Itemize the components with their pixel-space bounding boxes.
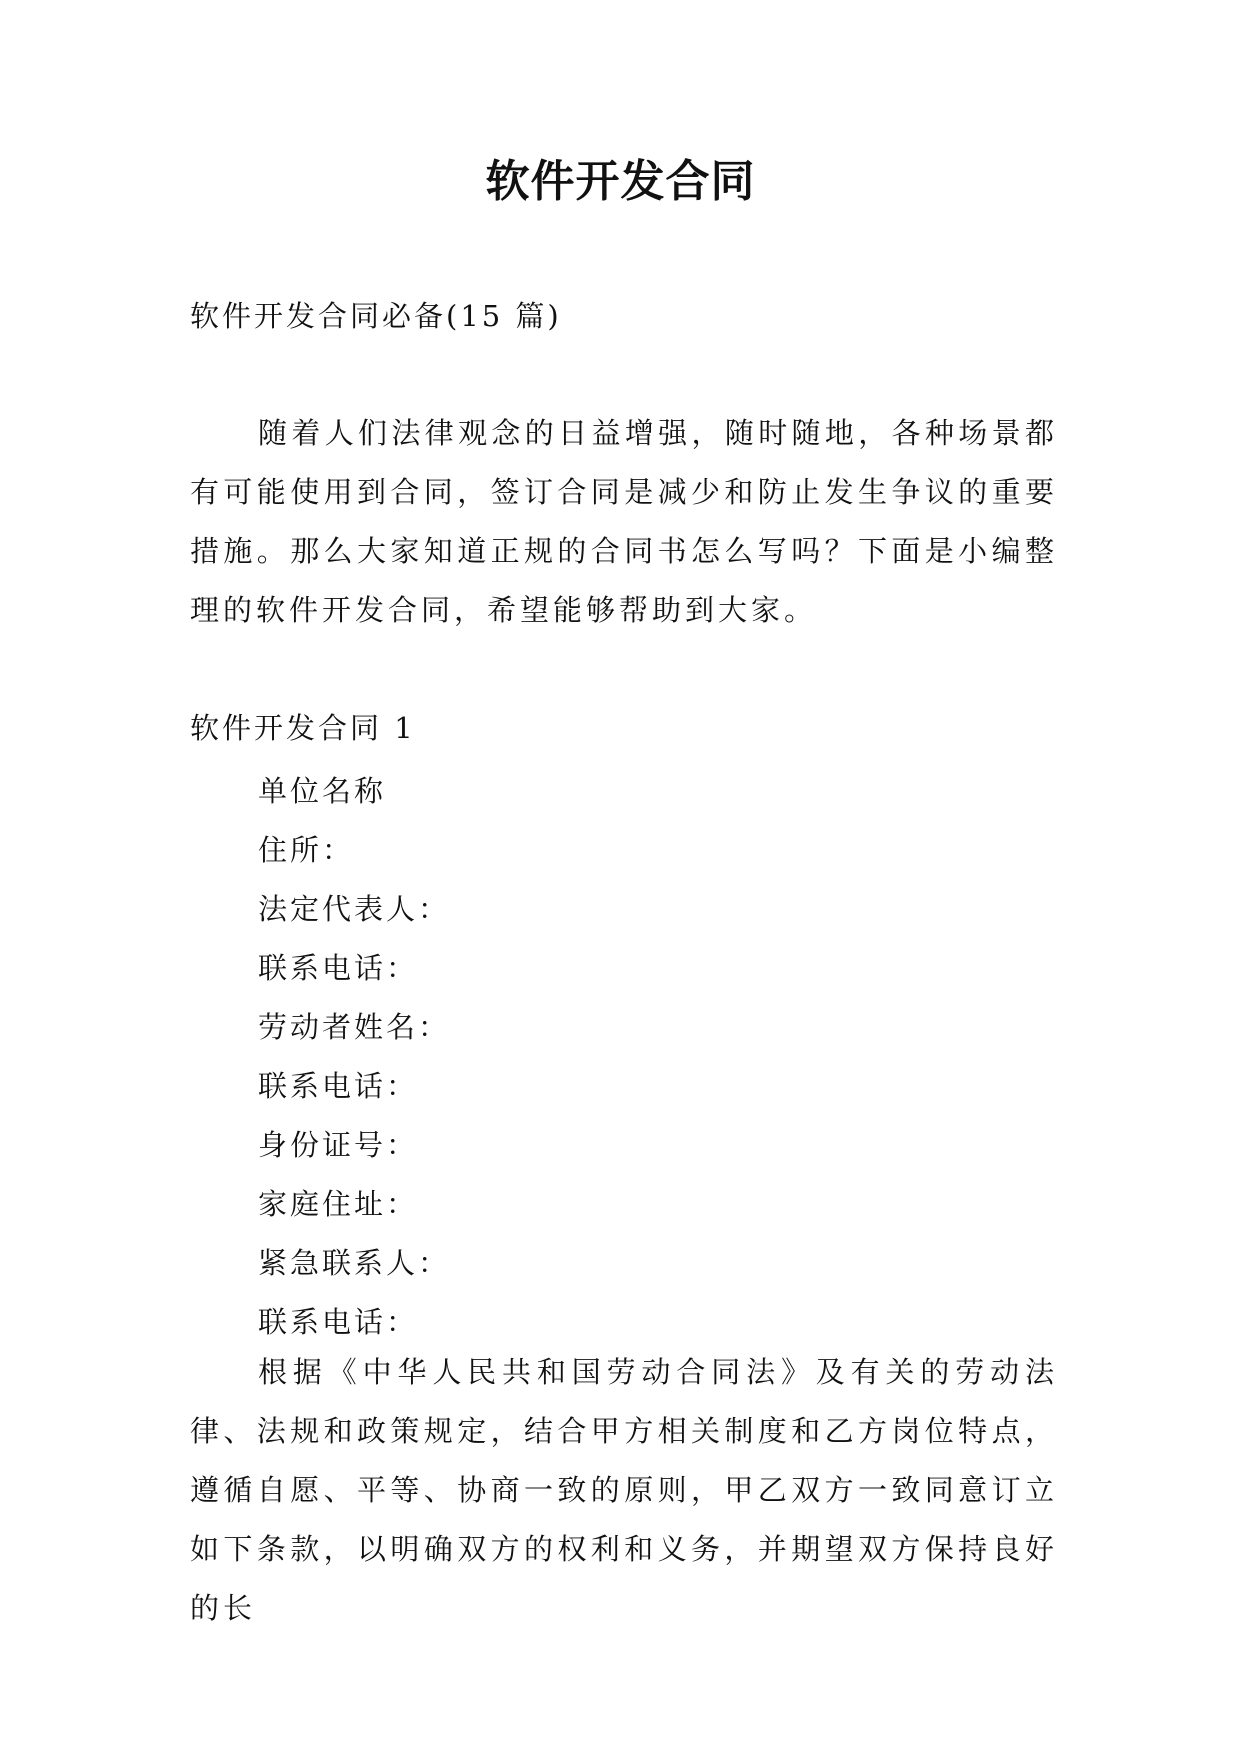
field-id-number: 身份证号： xyxy=(258,1128,419,1162)
field-company-name: 单位名称 xyxy=(258,774,387,808)
field-worker-name: 劳动者姓名： xyxy=(258,1010,451,1044)
field-worker-phone: 联系电话： xyxy=(258,1069,419,1103)
field-emergency-contact: 紧急联系人： xyxy=(258,1246,451,1280)
field-home-address: 家庭住址： xyxy=(258,1187,419,1221)
field-legal-representative: 法定代表人： xyxy=(258,892,451,926)
contract-field-list xyxy=(258,762,450,1352)
field-emergency-phone: 联系电话： xyxy=(258,1305,419,1339)
document-subtitle: 软件开发合同必备(15 篇) xyxy=(190,299,562,333)
field-address: 住所： xyxy=(258,833,355,867)
section-heading: 软件开发合同 1 xyxy=(190,711,416,745)
document-title: 软件开发合同 xyxy=(485,156,756,207)
intro-paragraph: 随着人们法律观念的日益增强，随时随地，各种场景都有可能使用到合同，签订合同是减少和防止发生争议的重要措施。那么大家知道正规的合同书怎么写吗？下面是小编整理的软件开发合同，希望能够帮助到大家。 xyxy=(190,416,1058,627)
field-company-phone: 联系电话： xyxy=(258,951,419,985)
body-paragraph: 根据《中华人民共和国劳动合同法》及有关的劳动法律、法规和政策规定，结合甲方相关制度和乙方岗位特点，遵循自愿、平等、协商一致的原则，甲乙双方一致同意订立如下条款，以明确双方的权利和义务，并期望双方保持良好的长 xyxy=(190,1355,1058,1625)
